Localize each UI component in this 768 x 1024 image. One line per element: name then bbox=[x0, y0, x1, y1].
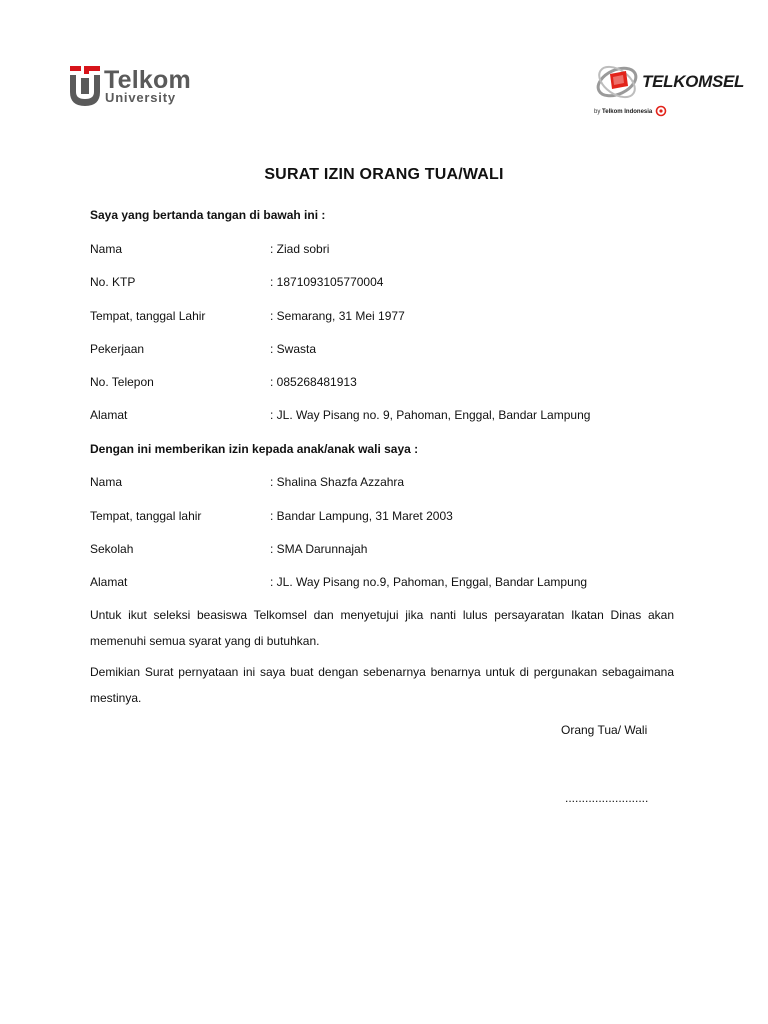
byline-prefix: by bbox=[594, 109, 601, 115]
permission-statement: Dengan ini memberikan izin kepada anak/anak wali saya : bbox=[90, 442, 419, 456]
child-school-value: : SMA Darunnajah bbox=[270, 542, 368, 556]
parent-phone-label: No. Telepon bbox=[90, 375, 154, 389]
parent-address-value: : JL. Way Pisang no. 9, Pahoman, Enggal, Bandar Lampung bbox=[270, 408, 591, 422]
byline-brand: Telkom Indonesia bbox=[602, 109, 653, 115]
closing-paragraph: Demikian Surat pernyataan ini saya buat dengan sebenarnya benarnya untuk di pergunakan sebagaimana mestinya. bbox=[90, 665, 674, 705]
child-name-value: : Shalina Shazfa Azzahra bbox=[270, 475, 405, 489]
signature-line: ......................... bbox=[565, 791, 649, 805]
telkomsel-wordmark: TELKOMSEL bbox=[642, 72, 745, 91]
purpose-paragraph: Untuk ikut seleksi beasiswa Telkomsel dan menyetujui jika nanti lulus persayaratan Ikatan Dinas akan memenuhi semua syarat yang di butuhkan. bbox=[90, 608, 674, 648]
parent-ktp-value: : 1871093105770004 bbox=[270, 275, 384, 289]
parent-birth-label: Tempat, tanggal Lahir bbox=[90, 309, 206, 323]
telkomsel-byline bbox=[594, 108, 652, 116]
child-birth-value: : Bandar Lampung, 31 Maret 2003 bbox=[270, 509, 453, 523]
child-address-value: : JL. Way Pisang no.9, Pahoman, Enggal, Bandar Lampung bbox=[270, 575, 588, 589]
child-name-label: Nama bbox=[90, 475, 123, 489]
parent-address-label: Alamat bbox=[90, 408, 128, 422]
intro-statement: Saya yang bertanda tangan di bawah ini : bbox=[90, 208, 326, 222]
parent-occupation-value: : Swasta bbox=[270, 342, 317, 356]
parent-occupation-label: Pekerjaan bbox=[90, 342, 145, 356]
telkom-university-wordmark-line1: Telkom bbox=[104, 66, 191, 94]
telkomsel-globe-icon bbox=[594, 58, 642, 106]
child-birth-label: Tempat, tanggal lahir bbox=[90, 509, 202, 523]
parent-name-label: Nama bbox=[90, 242, 123, 256]
letter-title: SURAT IZIN ORANG TUA/WALI bbox=[264, 166, 504, 183]
telkom-university-wordmark-line2: University bbox=[105, 90, 176, 105]
telkom-university-mark-icon bbox=[70, 66, 100, 106]
parent-name-value: : Ziad sobri bbox=[270, 242, 330, 256]
parent-birth-value: : Semarang, 31 Mei 1977 bbox=[270, 309, 405, 323]
signature-role: Orang Tua/ Wali bbox=[561, 723, 648, 737]
parent-ktp-label: No. KTP bbox=[90, 275, 136, 289]
telkomsel-logo bbox=[594, 58, 744, 120]
telkom-university-logo bbox=[70, 66, 200, 110]
parent-phone-value: : 085268481913 bbox=[270, 375, 357, 389]
telkom-indonesia-mark-icon bbox=[654, 105, 668, 117]
child-address-label: Alamat bbox=[90, 575, 128, 589]
child-school-label: Sekolah bbox=[90, 542, 134, 556]
